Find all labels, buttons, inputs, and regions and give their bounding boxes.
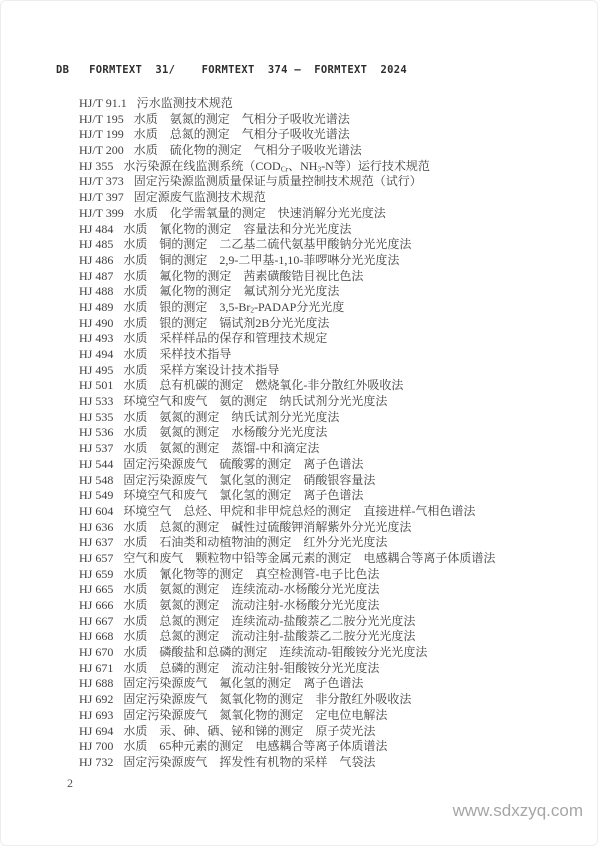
standard-code: HJ 549 bbox=[79, 488, 114, 503]
standard-title: 水质 氟化物的测定 茜素磺酸锆目视比色法 bbox=[123, 268, 364, 283]
standard-code: HJ 493 bbox=[79, 331, 114, 346]
standard-row bbox=[79, 441, 577, 457]
standard-title: 水质 65种元素的测定 电感耦合等离子体质谱法 bbox=[123, 739, 388, 754]
standard-row bbox=[79, 96, 577, 112]
standard-code: HJ 670 bbox=[79, 645, 114, 660]
standard-row bbox=[79, 331, 577, 347]
standard-row bbox=[79, 567, 577, 583]
standard-title: 固定污染源废气 氟化氢的测定 离子色谱法 bbox=[123, 676, 364, 691]
standard-row bbox=[79, 284, 577, 300]
standard-title: 水质 氨氮的测定 蒸馏-中和滴定法 bbox=[123, 441, 320, 456]
standard-row bbox=[79, 159, 577, 175]
standard-code: HJ 484 bbox=[79, 221, 114, 236]
standard-code: HJ 533 bbox=[79, 394, 114, 409]
standard-title: 水质 采样样品的保存和管理技术规定 bbox=[123, 331, 328, 346]
standard-code: HJ 495 bbox=[79, 362, 114, 377]
standard-code: HJ 637 bbox=[79, 535, 114, 550]
standard-code: HJ 668 bbox=[79, 629, 114, 644]
standard-code: HJ/T 397 bbox=[79, 190, 124, 205]
standard-row bbox=[79, 190, 577, 206]
standard-code: HJ 536 bbox=[79, 425, 114, 440]
standard-code: HJ 487 bbox=[79, 268, 114, 283]
standard-row bbox=[79, 614, 577, 630]
standard-row bbox=[79, 645, 577, 661]
standard-title: 水质 硫化物的测定 气相分子吸收光谱法 bbox=[133, 143, 362, 158]
standard-code: HJ 485 bbox=[79, 237, 114, 252]
standard-row bbox=[79, 174, 577, 190]
standard-row bbox=[79, 755, 577, 771]
standard-row bbox=[79, 269, 577, 285]
standard-row bbox=[79, 708, 577, 724]
standard-code: HJ 666 bbox=[79, 598, 114, 612]
standard-code: HJ 700 bbox=[79, 739, 114, 754]
standard-row bbox=[79, 504, 577, 520]
standard-code: HJ 671 bbox=[79, 660, 114, 675]
standard-code: HJ 501 bbox=[79, 378, 114, 393]
standard-row bbox=[79, 425, 577, 441]
standard-title: 污水监测技术规范 bbox=[136, 96, 233, 110]
standard-code: HJ 665 bbox=[79, 582, 114, 597]
standard-title: 环境空气 总烃、甲烷和非甲烷总烃的测定 直接进样-气相色谱法 bbox=[123, 503, 476, 518]
document-header: DB FORMTEXT 31/ FORMTEXT 374 — FORMTEXT 2024 bbox=[56, 64, 407, 76]
standard-code: HJ/T 195 bbox=[79, 111, 124, 126]
standard-title: 固定污染源废气 氮氧化物的测定 定电位电解法 bbox=[123, 707, 388, 722]
standard-row bbox=[79, 724, 577, 740]
standard-code: HJ 636 bbox=[79, 519, 114, 534]
standard-code: HJ 548 bbox=[79, 472, 114, 487]
standard-row bbox=[79, 127, 577, 143]
standard-row bbox=[79, 551, 577, 567]
standard-title: 水质 磷酸盐和总磷的测定 连续流动-钼酸铵分光光度法 bbox=[123, 645, 428, 660]
standard-title: 水质 铜的测定 二乙基二硫代氨基甲酸钠分光光度法 bbox=[123, 237, 412, 252]
standard-title: 水质 铜的测定 2,9-二甲基-1,10-菲啰啉分光光度法 bbox=[123, 252, 400, 267]
standard-title: 固定污染源废气 硫酸雾的测定 离子色谱法 bbox=[123, 456, 364, 471]
standard-code: HJ 488 bbox=[79, 284, 114, 299]
page-number: 2 bbox=[67, 776, 73, 790]
standard-row bbox=[79, 739, 577, 755]
watermark-text: www.sdxzyq.com bbox=[452, 801, 583, 820]
standard-title: 水污染源在线监测系统（$COD_{Cr}$、$NH_3-N$等）运行技术规范 bbox=[123, 158, 430, 174]
standard-code: HJ 490 bbox=[79, 315, 114, 330]
standard-title: 水质 总氮的测定 流动注射-盐酸萘乙二胺分光光度法 bbox=[123, 629, 416, 644]
standard-code: HJ 604 bbox=[79, 503, 114, 518]
standard-title: 水质 银的测定 $3,5-Br_2$-PADAP分光光度 bbox=[123, 299, 345, 315]
standard-code: HJ 694 bbox=[79, 723, 114, 738]
standard-code: HJ 535 bbox=[79, 409, 114, 424]
standard-row bbox=[79, 488, 577, 504]
standard-code: HJ 692 bbox=[79, 692, 114, 707]
standard-title: 水质 氨氮的测定 气相分子吸收光谱法 bbox=[133, 111, 350, 126]
standard-row bbox=[79, 253, 577, 269]
standard-title: 固定源废气监测技术规范 bbox=[133, 190, 266, 205]
standard-code: HJ 494 bbox=[79, 347, 114, 361]
standard-title: 水质 氰化物的测定 容量法和分光光度法 bbox=[123, 221, 352, 236]
standard-title: 环境空气和废气 氯化氢的测定 离子色谱法 bbox=[123, 488, 364, 503]
standard-title: 水质 总磷的测定 流动注射-钼酸铵分光光度法 bbox=[123, 660, 380, 675]
standard-title: 水质 氟化物的测定 氟试剂分光光度法 bbox=[123, 284, 340, 299]
standard-title: 水质 银的测定 镉试剂2B分光光度法 bbox=[123, 315, 330, 330]
standard-code: HJ 732 bbox=[79, 754, 114, 769]
standard-row bbox=[79, 535, 577, 551]
standard-row bbox=[79, 629, 577, 645]
standard-row bbox=[79, 222, 577, 238]
standard-title: 固定污染源废气 挥发性有机物的采样 气袋法 bbox=[123, 754, 376, 769]
standard-code: HJ 355 bbox=[79, 158, 114, 173]
standard-code: HJ/T 373 bbox=[79, 174, 124, 189]
standard-row bbox=[79, 520, 577, 536]
standard-code: HJ/T 399 bbox=[79, 205, 124, 220]
standard-row bbox=[79, 676, 577, 692]
standard-row bbox=[79, 206, 577, 222]
standard-title: 空气和废气 颗粒物中铅等金属元素的测定 电感耦合等离子体质谱法 bbox=[123, 550, 496, 565]
standard-title: 水质 汞、砷、硒、铋和锑的测定 原子荧光法 bbox=[123, 723, 376, 738]
standards-list bbox=[79, 96, 577, 771]
standard-title: 固定污染源废气 氮氧化物的测定 非分散红外吸收法 bbox=[123, 692, 412, 707]
standard-row bbox=[79, 457, 577, 473]
standard-code: HJ 486 bbox=[79, 252, 114, 267]
standard-title: 水质 氨氮的测定 水杨酸分光光度法 bbox=[123, 425, 328, 440]
standard-title: 水质 氰化物等的测定 真空检测管-电子比色法 bbox=[123, 566, 380, 581]
standard-code: HJ 688 bbox=[79, 676, 114, 691]
standard-row bbox=[79, 112, 577, 128]
standard-row bbox=[79, 316, 577, 332]
standard-code: HJ 693 bbox=[79, 707, 114, 722]
standard-title: 水质 氨氮的测定 纳氏试剂分光光度法 bbox=[123, 409, 340, 424]
standard-title: 水质 采样技术指导 bbox=[123, 347, 232, 361]
standard-code: HJ 537 bbox=[79, 441, 114, 456]
standard-row bbox=[79, 347, 577, 363]
standard-row bbox=[79, 237, 577, 253]
standard-code: HJ 544 bbox=[79, 456, 114, 471]
standard-title: 固定污染源监测质量保证与质量控制技术规范（试行） bbox=[133, 174, 422, 189]
standard-row bbox=[79, 598, 577, 614]
standard-title: 水质 化学需氧量的测定 快速消解分光光度法 bbox=[133, 205, 386, 220]
standard-title: 水质 总氮的测定 连续流动-盐酸萘乙二胺分光光度法 bbox=[123, 613, 416, 628]
standard-title: 固定污染源废气 氯化氢的测定 硝酸银容量法 bbox=[123, 472, 376, 487]
standard-row bbox=[79, 410, 577, 426]
standard-title: 水质 氨氮的测定 流动注射-水杨酸分光光度法 bbox=[123, 598, 380, 612]
standard-row bbox=[79, 473, 577, 489]
standard-title: 水质 石油类和动植物油的测定 红外分光光度法 bbox=[123, 535, 388, 550]
standard-row bbox=[79, 692, 577, 708]
standard-code: HJ 489 bbox=[79, 299, 114, 314]
standard-code: HJ 659 bbox=[79, 566, 114, 581]
standard-code: HJ/T 200 bbox=[79, 143, 124, 158]
standard-title: 水质 采样方案设计技术指导 bbox=[123, 362, 280, 377]
standard-row bbox=[79, 661, 577, 677]
standard-title: 环境空气和废气 氨的测定 纳氏试剂分光光度法 bbox=[123, 394, 388, 409]
standard-row bbox=[79, 394, 577, 410]
standard-row bbox=[79, 363, 577, 379]
standard-row bbox=[79, 582, 577, 598]
standard-title: 水质 总氮的测定 气相分子吸收光谱法 bbox=[133, 127, 350, 142]
standard-row bbox=[79, 300, 577, 316]
standard-code: HJ/T 199 bbox=[79, 127, 124, 142]
standard-row bbox=[79, 378, 577, 394]
standard-row bbox=[79, 143, 577, 159]
standard-title: 水质 总有机碳的测定 燃烧氧化-非分散红外吸收法 bbox=[123, 378, 404, 393]
standard-title: 水质 总氮的测定 碱性过硫酸钾消解紫外分光光度法 bbox=[123, 519, 412, 534]
standard-title: 水质 氨氮的测定 连续流动-水杨酸分光光度法 bbox=[123, 582, 380, 597]
standard-code: HJ 657 bbox=[79, 550, 114, 565]
standard-code: HJ/T 91.1 bbox=[79, 96, 127, 110]
standard-code: HJ 667 bbox=[79, 613, 114, 628]
